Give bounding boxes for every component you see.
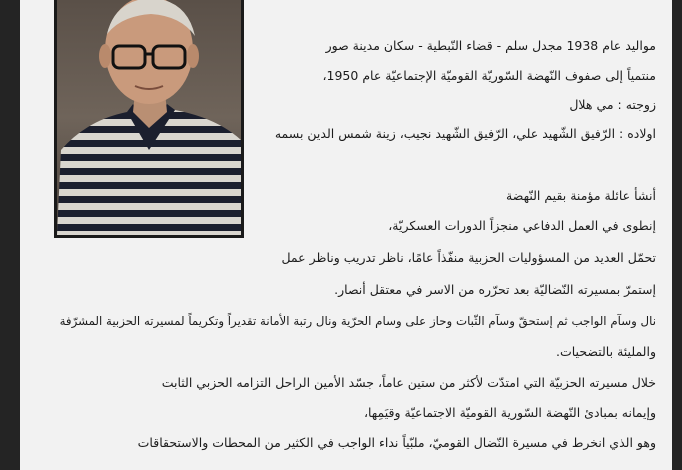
portrait-illustration	[57, 0, 241, 235]
bio-line-commitment: خلال مسيرته الحزبيّة التي امتدّت لأكثر من ستين عاماً، جسّد الأمين الراحل التزامه الحزبي الثابت	[161, 375, 656, 390]
bio-line-defense: إنطوى في العمل الدفاعي منجزاً الدورات العسكريّة،	[388, 218, 656, 233]
bio-line-children: اولاده : الرّفيق الشّهيد علي، الرّفيق الشّهيد نجيب، زينة شمس الدين بسمه	[274, 126, 656, 141]
bio-line-membership: منتمياً إلى صفوف النّهضة السّوريّة القوميّة الإجتماعيّة عام 1950،	[322, 68, 656, 83]
bio-line-spouse: زوجته : مي هلال	[569, 97, 656, 112]
bio-line-struggle: وهو الذي انخرط في مسيرة النّضال القوميّ، ملبّياً نداء الواجب في الكثير من المحطات والاستحقاقات	[137, 435, 656, 450]
bio-line-sacrifices: والمليئة بالتضحيات.	[556, 344, 656, 359]
bio-line-birth: مواليد عام 1938 مجدل سلم - قضاء النّبطية - سكان مدينة صور	[325, 38, 656, 53]
portrait-frame	[54, 0, 244, 238]
bio-line-principles: وإيمانه بمبادئ النّهضة السّورية القوميّة الاجتماعيّة وقيَمِها،	[363, 405, 656, 420]
bio-line-medals: نال وسآم الواجب ثم إستحقّ وسآم الثّبات وحاز على وسام الحرّية ونال رتبة الأمانة تقديراً وتكريماً لمسيرته الحزبية المشرّفة	[59, 314, 656, 328]
portrait-photo	[57, 0, 241, 235]
bio-line-family: أنشأ عائلة مؤمنة بقيم النّهضة	[506, 188, 656, 203]
bio-line-prison: إستمرّ بمسيرته النّضاليّة بعد تحرّره من الاسر في معتقل أنصار.	[334, 282, 656, 297]
document-page	[20, 0, 672, 470]
left-border	[0, 0, 20, 470]
right-border	[672, 0, 682, 470]
bio-line-responsibilities: تحمّل العديد من المسؤوليات الحزبية منفّذاً عامًا، ناظر تدريب وناظر عمل	[281, 250, 656, 265]
